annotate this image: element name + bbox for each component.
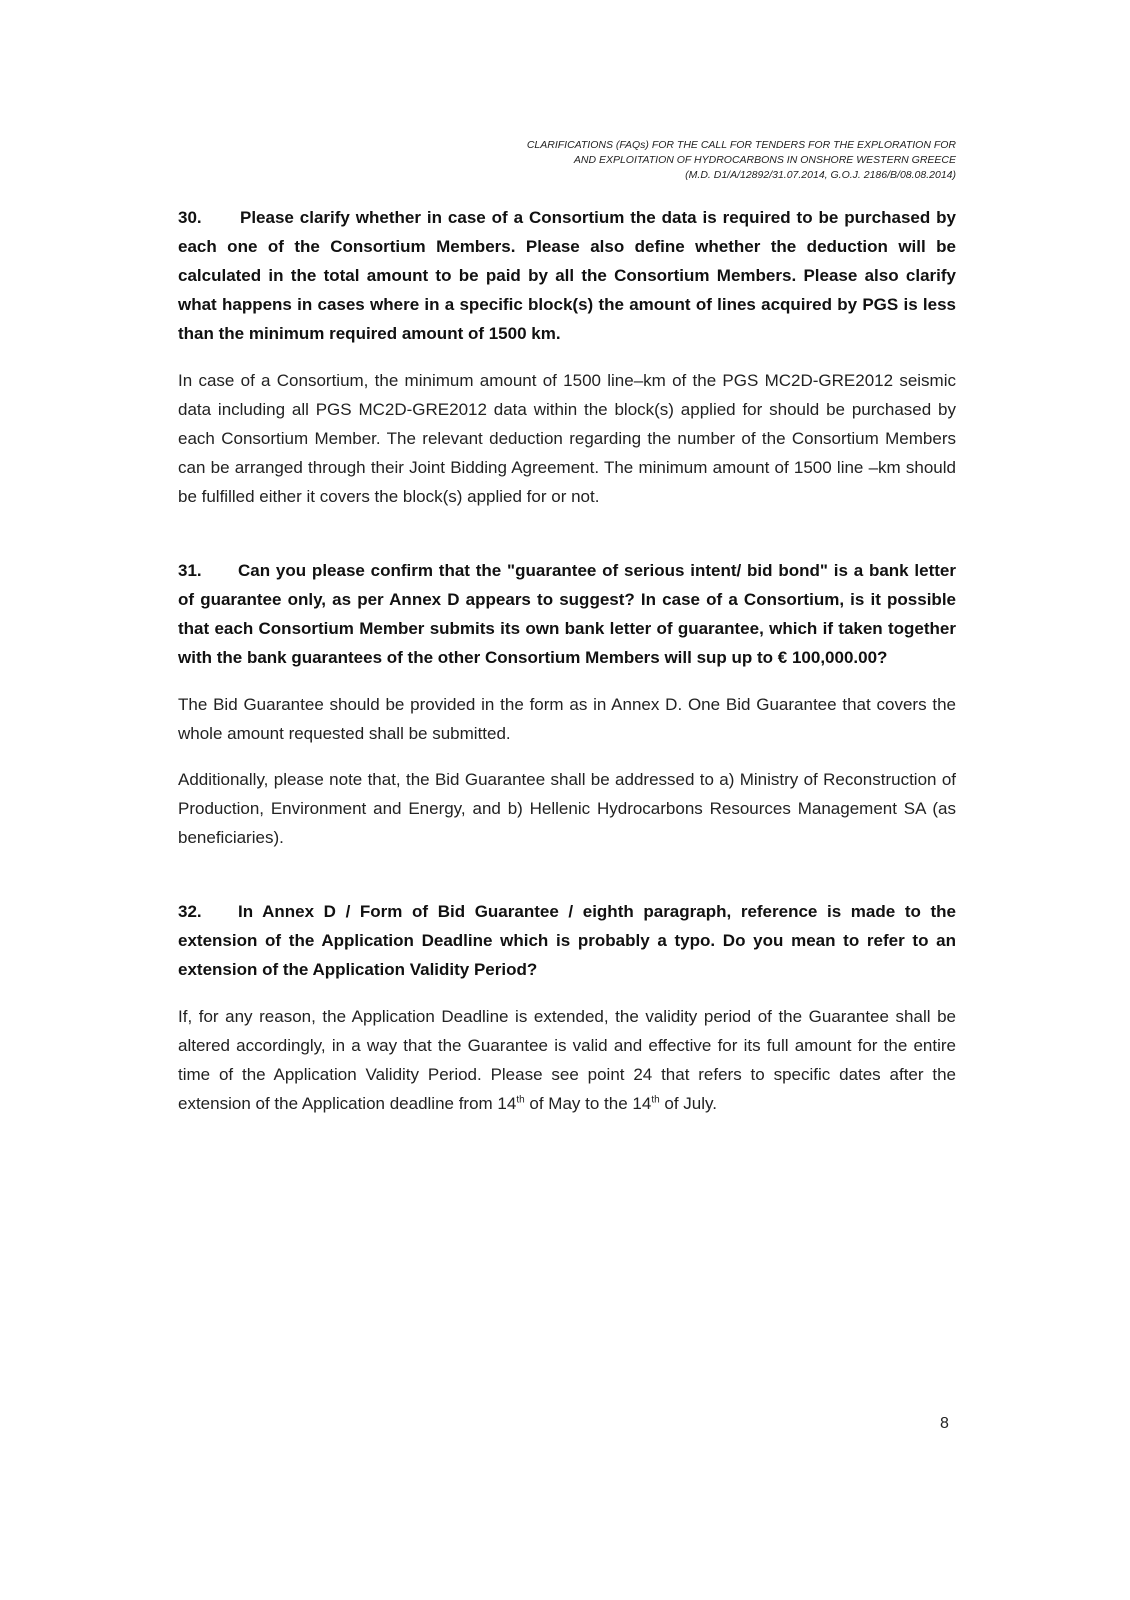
page-number: 8 <box>940 1415 949 1432</box>
question-31 <box>178 556 956 672</box>
header-line-1: CLARIFICATIONS (FAQs) FOR THE CALL FOR TENDERS FOR THE EXPLORATION FOR <box>526 139 956 151</box>
question-text: In Annex D / Form of Bid Guarantee / eighth paragraph, reference is made to the extension of the Application Deadline which is probably a typo. Do you mean to refer to an extension of the Application Validity Period? <box>178 902 956 979</box>
question-number: 32. <box>178 902 202 921</box>
answer-32: If, for any reason, the Application Deadline is extended, the validity period of the Guarantee shall be altered accordingly, in a way that the Guarantee is valid and effective for its full amount for the entire time of the Application Validity Period. Please see point 24 that refers to specific dates after the extension of the Application deadline from 14th of May to the 14th of July. <box>178 1007 956 1113</box>
question-number: 30. <box>178 208 202 227</box>
answer-30: In case of a Consortium, the minimum amount of 1500 line–km of the PGS MC2D-GRE2012 seismic data including all PGS MC2D-GRE2012 data within the block(s) applied for should be purchased by each Consortium Member. The relevant deduction regarding the number of the Consortium Members can be arranged through their Joint Bidding Agreement. The minimum amount of 1500 line –km should be fulfilled either it covers the block(s) applied for or not. <box>178 371 956 506</box>
question-32 <box>178 897 956 984</box>
question-text: Can you please confirm that the "guarantee of serious intent/ bid bond" is a bank letter of guarantee only, as per Annex D appears to suggest? In case of a Consortium, is it possible that each Consortium Member submits its own bank letter of guarantee, which if taken together with the bank guarantees of the other Consortium Members will sup up to € 100,000.00? <box>178 561 956 667</box>
answer-31-paragraph-1: The Bid Guarantee should be provided in the form as in Annex D. One Bid Guarantee that covers the whole amount requested shall be submitted. <box>178 695 956 743</box>
header-line-3: (M.D. D1/A/12892/31.07.2014, G.O.J. 2186/B/08.08.2014) <box>685 169 956 181</box>
answer-31-paragraph-2: Additionally, please note that, the Bid Guarantee shall be addressed to a) Ministry of Reconstruction of Production, Environment and Energy, and b) Hellenic Hydrocarbons Resources Management SA (as beneficiaries). <box>178 770 956 847</box>
question-text: Please clarify whether in case of a Consortium the data is required to be purchased by each one of the Consortium Members. Please also define whether the deduction will be calculated in the total amount to be paid by all the Consortium Members. Please also clarify what happens in cases where in a specific block(s) the amount of lines acquired by PGS is less than the minimum required amount of 1500 km. <box>178 208 956 343</box>
question-30 <box>178 203 956 348</box>
header-line-2: AND EXPLOITATION OF HYDROCARBONS IN ONSHORE WESTERN GREECE <box>573 154 956 166</box>
question-number: 31. <box>178 561 202 580</box>
document-header <box>496 138 956 183</box>
document-body <box>178 203 956 1118</box>
